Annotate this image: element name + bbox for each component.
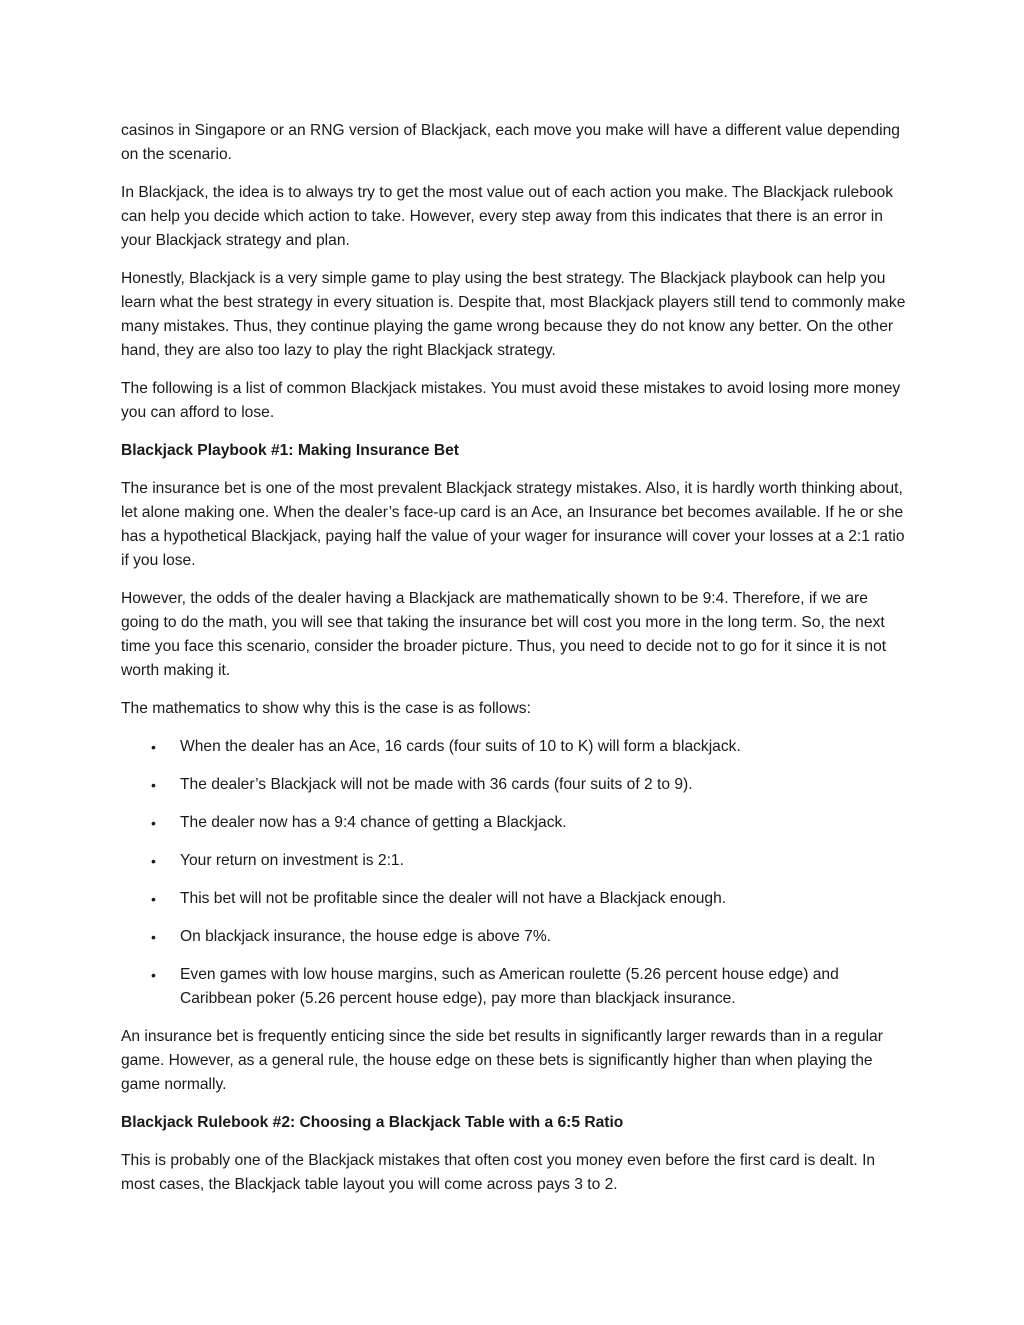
list-item-text: This bet will not be profitable since the dealer will not have a Blackjack enough. <box>180 890 727 907</box>
paragraph: The following is a list of common Blackjack mistakes. You must avoid these mistakes to avoid losing more money you can afford to lose. <box>121 380 901 421</box>
bullet-icon: • <box>151 891 156 907</box>
bullet-icon: • <box>151 853 156 869</box>
paragraph: Honestly, Blackjack is a very simple game to play using the best strategy. The Blackjack playbook can help you learn what the best strategy in every situation is. Despite that, most Blackjack players still tend to commonly make many mistakes. Thus, they continue playing the game wrong because they do not know any better. On the other hand, they are also too lazy to play the right Blackjack strategy. <box>121 270 906 359</box>
list-item <box>121 849 907 873</box>
paragraph: The insurance bet is one of the most prevalent Blackjack strategy mistakes. Also, it is hardly worth thinking about, let alone making one. When the dealer’s face-up card is an Ace, an Insurance bet becomes available. If he or she has a hypothetical Blackjack, paying half the value of your wager for insurance will cover your losses at a 2:1 ratio if you lose. <box>121 480 905 569</box>
bullet-icon: • <box>151 777 156 793</box>
paragraph: This is probably one of the Blackjack mistakes that often cost you money even before the first card is dealt. In most cases, the Blackjack table layout you will come across pays 3 to 2. <box>121 1152 876 1193</box>
paragraph: An insurance bet is frequently enticing since the side bet results in significantly larger rewards than in a regular game. However, as a general rule, the house edge on these bets is significantly higher than when playing the game normally. <box>121 1028 883 1093</box>
list-item <box>121 811 907 835</box>
list-item-text: The dealer now has a 9:4 chance of getting a Blackjack. <box>180 814 567 831</box>
list-item <box>121 735 907 759</box>
list-item-text: When the dealer has an Ace, 16 cards (four suits of 10 to K) will form a blackjack. <box>180 738 741 755</box>
list-item-text: On blackjack insurance, the house edge is above 7%. <box>180 928 552 945</box>
bullet-icon: • <box>151 739 156 755</box>
paragraph: The mathematics to show why this is the case is as follows: <box>121 700 531 717</box>
list-item <box>121 925 907 949</box>
list-item-text: Your return on investment is 2:1. <box>180 852 404 869</box>
bullet-icon: • <box>151 815 156 831</box>
section-heading-table-ratio: Blackjack Rulebook #2: Choosing a Blackjack Table with a 6:5 Ratio <box>121 1114 624 1131</box>
list-item-text: Even games with low house margins, such as American roulette (5.26 percent house edge) and Caribbean poker (5.26 percent house edge), pay more than blackjack insurance. <box>180 966 839 1007</box>
list-item <box>121 773 907 797</box>
document-page <box>121 119 907 1211</box>
bullet-icon: • <box>151 929 156 945</box>
paragraph: However, the odds of the dealer having a Blackjack are mathematically shown to be 9:4. Therefore, if we are going to do the math, you will see that taking the insurance bet will cost you more in the long term. So, the next time you face this scenario, consider the broader picture. Thus, you need to decide not to go for it since it is not worth making it. <box>121 590 887 679</box>
list-item <box>121 963 907 1011</box>
list-item <box>121 887 907 911</box>
list-item-text: The dealer’s Blackjack will not be made with 36 cards (four suits of 2 to 9). <box>180 776 693 793</box>
bullet-icon: • <box>151 967 156 983</box>
paragraph: casinos in Singapore or an RNG version of Blackjack, each move you make will have a different value depending on the scenario. <box>121 122 900 163</box>
paragraph: In Blackjack, the idea is to always try to get the most value out of each action you make. The Blackjack rulebook can help you decide which action to take. However, every step away from this indicates that there is an error in your Blackjack strategy and plan. <box>121 184 894 249</box>
bullet-list <box>121 735 907 1011</box>
section-heading-insurance: Blackjack Playbook #1: Making Insurance Bet <box>121 442 459 459</box>
